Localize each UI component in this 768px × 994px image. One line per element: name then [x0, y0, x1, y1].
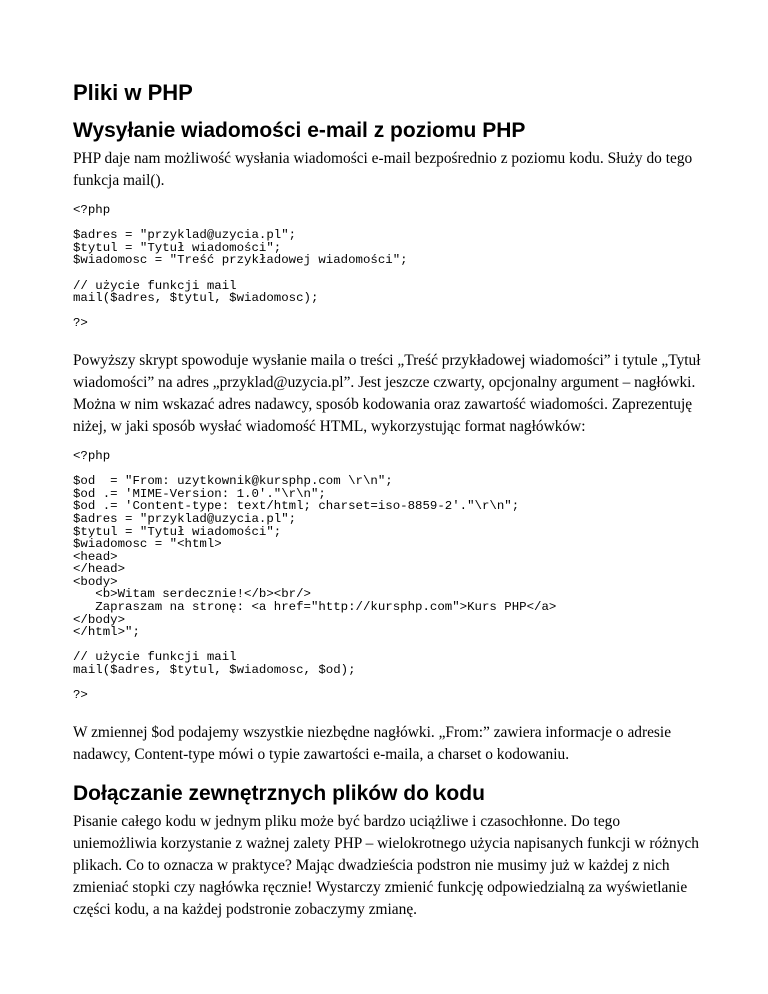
document-page: [73, 80, 703, 933]
code-line: [73, 305, 703, 318]
code-block-mail-basic: [73, 204, 703, 330]
code-line: </body>: [73, 612, 126, 627]
code-line: $wiadomosc = "<html>: [73, 537, 222, 552]
code-line: $adres = "przyklad@uzycia.pl";: [73, 511, 297, 526]
code-line: [73, 267, 703, 280]
code-line: // użycie funkcji mail: [73, 650, 237, 665]
code-line: ?>: [73, 316, 88, 331]
paragraph-headers: W zmiennej $od podajemy wszystkie niezbędne nagłówki. „From:” zawiera informacje o adresie nadawcy, Content-type mówi o typie zawartości e-maila, a charset o kodowaniu.: [73, 723, 672, 763]
paragraph-intro: PHP daje nam możliwość wysłania wiadomości e-mail bezpośrednio z poziomu kodu. Służy do tego funkcja mail().: [73, 150, 693, 189]
code-line: <?php: [73, 203, 111, 217]
code-line: </head>: [73, 562, 126, 577]
code-line: mail($adres, $tytul, $wiadomosc);: [73, 291, 319, 306]
code-line: $adres = "przyklad@uzycia.pl";: [73, 228, 297, 243]
code-line: $od .= 'Content-type: text/html; charset=iso-8859-2'."\r\n";: [73, 499, 520, 514]
code-line: <b>Witam serdecznie!</b><br/>: [73, 587, 311, 602]
document-title: Pliki w PHP: [73, 80, 193, 105]
code-line: $od = "From: uzytkownik@kursphp.com \r\n";: [73, 474, 393, 489]
code-block-mail-html: [73, 450, 703, 702]
code-line: $od .= 'MIME-Version: 1.0'."\r\n";: [73, 486, 326, 501]
code-line: // użycie funkcji mail: [73, 278, 237, 293]
section-heading-includes: Dołączanie zewnętrznych plików do kodu: [73, 781, 485, 805]
code-line: </html>";: [73, 625, 140, 640]
code-line: Zapraszam na stronę: <a href="http://kursphp.com">Kurs PHP</a>: [73, 600, 557, 615]
section-heading-email: Wysyłanie wiadomości e-mail z poziomu PHP: [73, 119, 526, 142]
code-line: <head>: [73, 549, 118, 564]
code-line: $tytul = "Tytuł wiadomości";: [73, 240, 282, 255]
code-line: <body>: [73, 574, 118, 589]
code-line: <?php: [73, 448, 111, 463]
paragraph-includes: Pisanie całego kodu w jednym pliku może być bardzo uciążliwe i czasochłonne. Do tego uniemożliwia korzystanie z ważnej zalety PHP – wielokrotnego użycia napisanych funkcji w różnych plikach. Co to oznacza w praktyce? Mając dwadzieścia podstron nie musimy już w każdej z nich zmieniać stopki czy nagłówka ręcznie! Wystarczy zmienić funkcję odpowiedzialną za wyświetlanie części kodu, a na każdej podstronie zobaczymy zmianę.: [73, 812, 699, 918]
code-line: [73, 677, 703, 690]
paragraph-explanation: Powyższy skrypt spowoduje wysłanie maila o treści „Treść przykładowej wiadomości” i tytule „Tytuł wiadomości” na adres „przyklad@uzycia.pl”. Jest jeszcze czwarty, opcjonalny argument – nagłówki. Można w nim wskazać adres nadawcy, sposób kodowania oraz zawartość wiadomości. Zaprezentuję niżej, w jaki sposób wysłać wiadomość HTML, wykorzystując format nagłówków:: [73, 351, 701, 435]
code-line: $tytul = "Tytuł wiadomości";: [73, 524, 282, 539]
code-line: $wiadomosc = "Treść przykładowej wiadomości";: [73, 253, 408, 268]
code-line: mail($adres, $tytul, $wiadomosc, $od);: [73, 663, 356, 678]
code-line: ?>: [73, 688, 88, 703]
